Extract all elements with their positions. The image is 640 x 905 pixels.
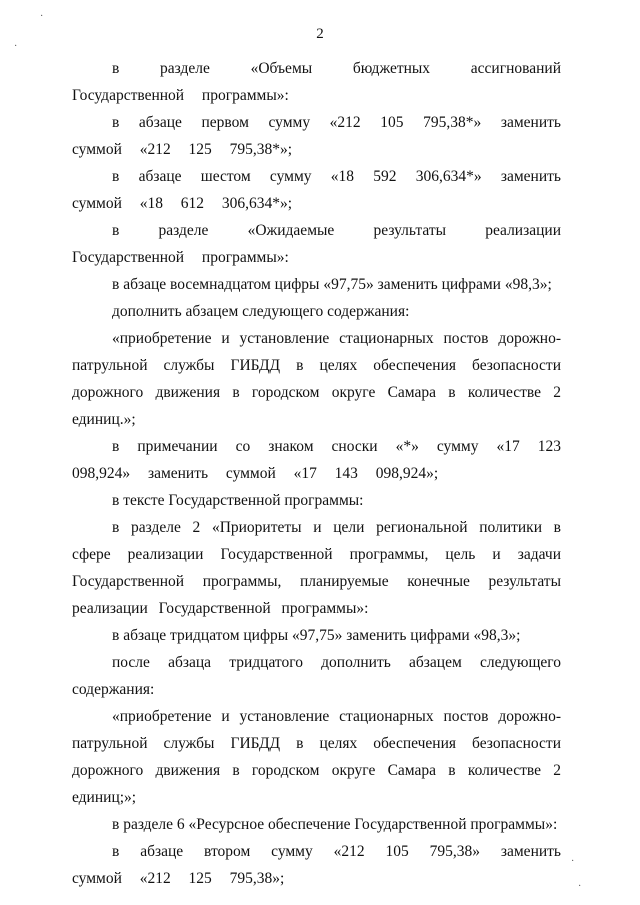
paragraph: «приобретение и установление стационарных постов дорожно-патрульной службы ГИБДД в целях обеспечения безопасности дорожного движения в городском округе Самара в количестве 2 единиц;»; xyxy=(72,708,561,806)
paragraph: в разделе «Объемы бюджетных ассигнований Государственной программы»: xyxy=(72,60,561,104)
paragraph: после абзаца тридцатого дополнить абзацем следующего содержания: xyxy=(72,654,561,698)
page-number: 2 xyxy=(316,26,324,42)
scan-speck: · xyxy=(578,881,582,892)
paragraph: в разделе «Ожидаемые результаты реализации Государственной программы»: xyxy=(72,222,561,266)
paragraph: в абзаце восемнадцатом цифры «97,75» заменить цифрами «98,3»; xyxy=(112,276,552,293)
paragraph: в тексте Государственной программы: xyxy=(112,492,364,509)
paragraph: в абзаце втором сумму «212 105 795,38» заменить суммой «212 125 795,38»; xyxy=(72,843,561,887)
paragraph: в разделе 2 «Приоритеты и цели региональной политики в сфере реализации Государственной программы, цель и задачи Государственной программы, планируемые конечные результаты реализации Государственной программы»: xyxy=(72,519,561,617)
paragraph: в абзаце тридцатом цифры «97,75» заменить цифрами «98,3»; xyxy=(112,627,521,644)
paragraph: дополнить абзацем следующего содержания: xyxy=(112,303,410,320)
paragraph: в абзаце первом сумму «212 105 795,38*» заменить суммой «212 125 795,38*»; xyxy=(72,114,561,158)
scan-speck: · xyxy=(571,856,575,867)
paragraph: «приобретение и установление стационарных постов дорожно-патрульной службы ГИБДД в целях обеспечения безопасности дорожного движения в городском округе Самара в количестве 2 единиц.»; xyxy=(72,330,561,428)
scan-speck: · xyxy=(40,11,44,22)
document-body xyxy=(72,55,561,892)
scan-speck: · xyxy=(14,41,18,52)
paragraph: в примечании со знаком сноски «*» сумму «17 123 098,924» заменить суммой «17 143 098,924»; xyxy=(72,438,561,482)
paragraph: в разделе 6 «Ресурсное обеспечение Государственной программы»: xyxy=(112,816,558,833)
paragraph: в абзаце шестом сумму «18 592 306,634*» заменить суммой «18 612 306,634*»; xyxy=(72,168,561,212)
